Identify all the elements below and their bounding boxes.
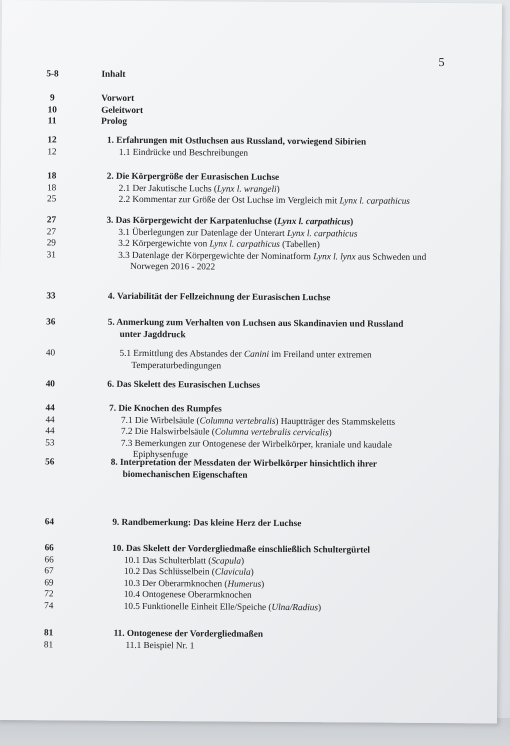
toc-page-num: 29 xyxy=(46,237,56,248)
toc-page-num: 12 xyxy=(47,134,57,145)
toc-section-title: 5. Anmerkung zum Verhalten von Luchsen aus Skandinavien und Russland xyxy=(107,316,404,329)
toc-subsection-title: 2.1 Der Jakutische Luchs (Lynx l. wrangeli) xyxy=(118,182,280,194)
toc-subsection-title: 10.2 Das Schlüsselbein (Clavicula) xyxy=(123,565,254,577)
toc-section-title: 1. Erfahrungen mit Ostluchsen aus Russland, vorwiegend Sibirien xyxy=(106,134,367,147)
toc-section xyxy=(0,378,499,393)
page-number: 5 xyxy=(438,55,445,70)
toc-header xyxy=(1,68,501,83)
toc-page-num: 27 xyxy=(46,225,57,236)
toc-title: Geleitwort xyxy=(101,104,144,115)
toc-page-num: 11 xyxy=(47,115,57,126)
toc-page-num: 53 xyxy=(45,436,55,447)
toc-subsection-title: 5.1 Ermittlung des Abstandes der Canini im Freiland unter extremen xyxy=(119,347,372,360)
toc-page-num: 44 xyxy=(45,402,55,413)
toc-page-num: 18 xyxy=(47,170,57,181)
toc-subsection-title: 10.1 Das Schulterblatt (Scapula) xyxy=(124,554,245,566)
toc-page-num: 69 xyxy=(44,576,54,587)
toc-page-num: 74 xyxy=(44,599,54,610)
toc-section-title-continued: biomechanischen Eigenschaften xyxy=(122,468,248,480)
toc-section-title: 9. Randbemerkung: Das kleine Herz der Luchse xyxy=(112,516,302,529)
toc-page-num: 56 xyxy=(45,456,55,467)
toc-page-num: 27 xyxy=(46,214,57,225)
toc-page-num: 72 xyxy=(44,588,54,599)
toc-section xyxy=(0,214,500,275)
toc-title: Prolog xyxy=(101,115,128,126)
toc-subsection-title: 1.1 Eindrücke und Beschreibungen xyxy=(118,146,249,158)
toc-title: Inhalt xyxy=(101,68,126,79)
toc-section xyxy=(0,542,498,614)
toc-subsection-title: 10.4 Ontogenese Oberarmknochen xyxy=(123,588,252,600)
toc-section xyxy=(0,516,498,531)
toc-page-num: 44 xyxy=(45,413,55,424)
toc-section xyxy=(0,456,499,482)
toc-page-num: 25 xyxy=(46,193,57,204)
toc-section-title-continued: unter Jagddruck xyxy=(119,328,186,339)
toc-page-num: 67 xyxy=(44,565,54,576)
toc-page-num: 33 xyxy=(46,290,56,301)
toc-page-num: 9 xyxy=(49,92,55,103)
toc-section xyxy=(0,290,500,305)
toc-page-num: 44 xyxy=(45,425,55,436)
toc-subsection-title: 7.2 Die Halswirbelsäule (Columna vertebralis cervicalis) xyxy=(120,425,332,438)
toc-section xyxy=(1,134,501,160)
toc-page-num: 81 xyxy=(43,638,54,649)
toc-front-matter xyxy=(1,92,501,130)
toc-page-num: 10 xyxy=(47,103,57,114)
toc-page-num: 5-8 xyxy=(46,68,59,79)
toc-subsection-title: 7.3 Bemerkungen zur Ontogenese der Wirbelkörper, kraniale und kaudale xyxy=(120,437,392,450)
toc-section-title: 7. Die Knochen des Rumpfes xyxy=(109,402,222,414)
toc-section-title: 3. Das Körpergewicht der Karpatenluchse (Lynx l. carpathicus) xyxy=(106,214,354,227)
toc-subsection-title: 3.2 Körpergewichte von Lynx l. carpathicus (Tabellen) xyxy=(118,237,320,250)
toc-subsection-title: 11.1 Beispiel Nr. 1 xyxy=(125,639,195,650)
toc-subsection-title: 3.1 Überlegungen zur Datenlage der Unterart Lynx l. carpathicus xyxy=(118,226,358,238)
toc-page-num: 64 xyxy=(44,516,54,527)
toc-section xyxy=(0,402,499,463)
toc-subsection-title: 7.1 Die Wirbelsäule (Columna vertebralis) Hauptträger des Stammskeletts xyxy=(121,414,396,427)
toc-page-num: 40 xyxy=(45,347,56,358)
toc-section xyxy=(1,170,501,208)
toc-section xyxy=(0,316,500,373)
toc-section-title: 6. Das Skelett des Eurasischen Luchses xyxy=(107,378,260,390)
toc-title: Vorwort xyxy=(101,92,135,103)
toc-section-title: 4. Variabilität der Fellzeichnung der Eurasischen Luchse xyxy=(107,290,331,303)
toc-section-title: 11. Ontogenese der Vordergliedmaßen xyxy=(113,627,264,639)
toc-page-num: 66 xyxy=(44,553,54,564)
toc-subsection-title-continued: Epiphysenfuge xyxy=(132,448,188,460)
toc-subsection-title: 3.3 Datenlage der Körpergewichte der Nominatform Lynx l. lynx aus Schweden und xyxy=(118,249,427,262)
toc-section xyxy=(0,627,498,653)
toc-page-num: 66 xyxy=(44,542,54,553)
toc-page-num: 12 xyxy=(47,145,57,156)
toc-section-title: 10. Das Skelett der Vordergliedmaße einschließlich Schultergürtel xyxy=(112,542,371,555)
toc-page-num: 36 xyxy=(46,316,56,327)
toc-subsection-title: 10.3 Der Oberarmknochen (Humerus) xyxy=(123,577,265,589)
toc-section-title: 2. Die Körpergröße der Eurasischen Luchse xyxy=(106,170,280,182)
toc-subsection-title-continued: Norwegen 2016 - 2022 xyxy=(130,260,216,272)
toc-subsection-title: 2.2 Kommentar zur Größe der Ost Luchse im Vergleich mit Lynx l. carpathicus xyxy=(118,193,410,206)
toc-section-title: 8. Interpretation der Messdaten der Wirbelkörper hinsichtlich ihrer xyxy=(110,456,378,469)
toc-subsection-title-continued: Temperaturbedingungen xyxy=(131,359,222,371)
toc-page-num: 18 xyxy=(47,181,57,192)
toc-subsection-title: 10.5 Funktionelle Einheit Elle/Speiche (Ulna/Radius) xyxy=(123,600,322,612)
toc-page-num: 81 xyxy=(43,627,54,638)
toc-page-num: 40 xyxy=(45,378,55,389)
toc-page-num: 31 xyxy=(46,248,56,259)
